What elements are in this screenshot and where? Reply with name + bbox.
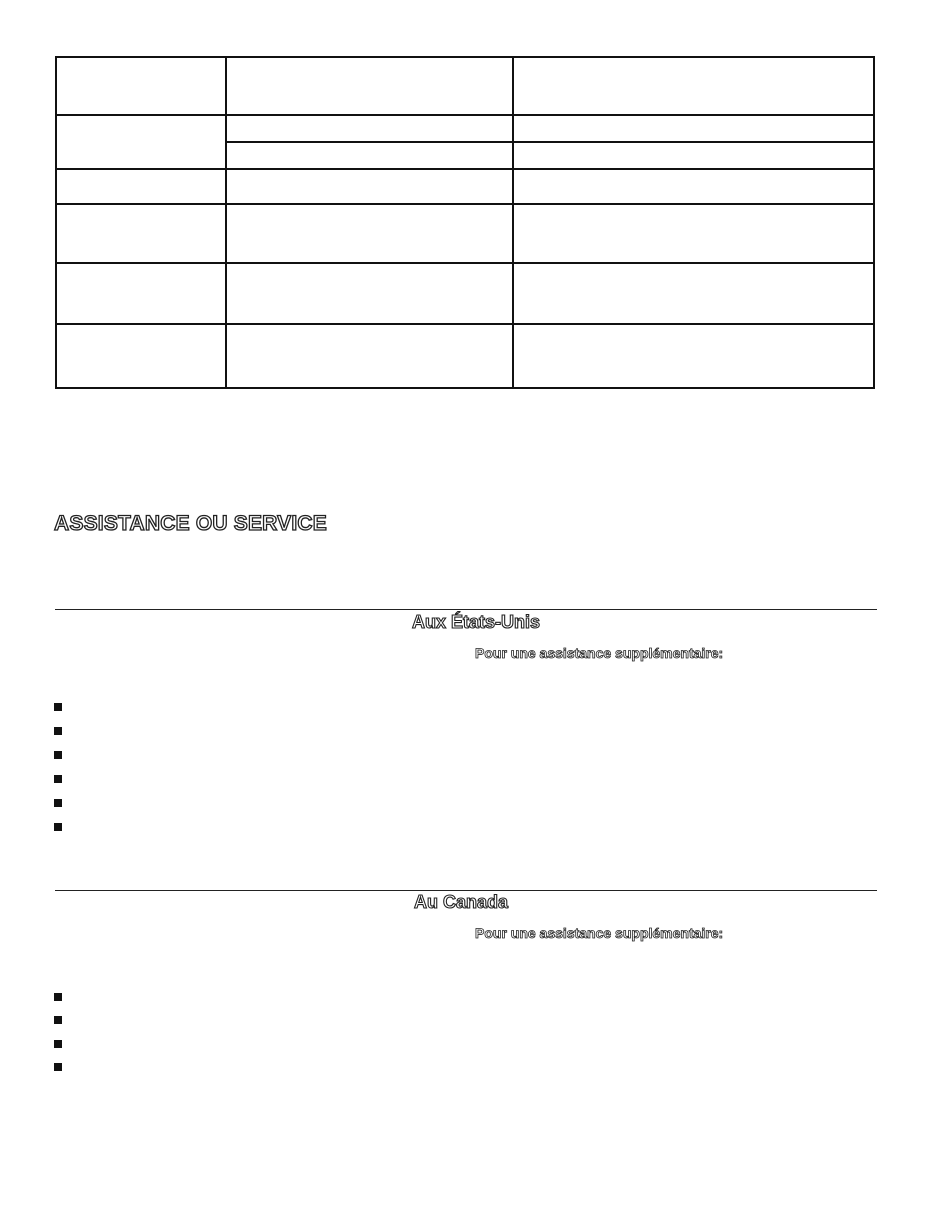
table-rule (55, 168, 875, 170)
list-bullet (54, 799, 62, 807)
table-rule (55, 262, 875, 264)
canada-heading: Au Canada (414, 892, 509, 912)
table-rule (225, 141, 875, 143)
list-bullet (54, 1063, 62, 1071)
divider (55, 609, 877, 610)
table-rule (55, 56, 875, 58)
list-bullet (54, 993, 62, 1001)
list-bullet (54, 823, 62, 831)
usa-assistance-note: Pour une assistance supplémentaire: (475, 645, 724, 661)
usa-heading: Aux États-Unis (412, 612, 541, 632)
canada-assistance-note: Pour une assistance supplémentaire: (475, 925, 724, 941)
list-bullet (54, 727, 62, 735)
divider (55, 890, 877, 891)
list-bullet (54, 775, 62, 783)
section-title: ASSISTANCE OU SERVICE (54, 512, 327, 535)
table-rule (512, 56, 514, 389)
table-rule (55, 203, 875, 205)
list-bullet (54, 751, 62, 759)
table-rule (55, 56, 57, 389)
table-rule (55, 114, 875, 116)
table-rule (55, 323, 875, 325)
list-bullet (54, 1040, 62, 1048)
list-bullet (54, 1016, 62, 1024)
table-rule (55, 387, 875, 389)
table-rule (873, 56, 875, 389)
table-rule (225, 56, 227, 389)
list-bullet (54, 703, 62, 711)
spec-table (55, 56, 875, 389)
